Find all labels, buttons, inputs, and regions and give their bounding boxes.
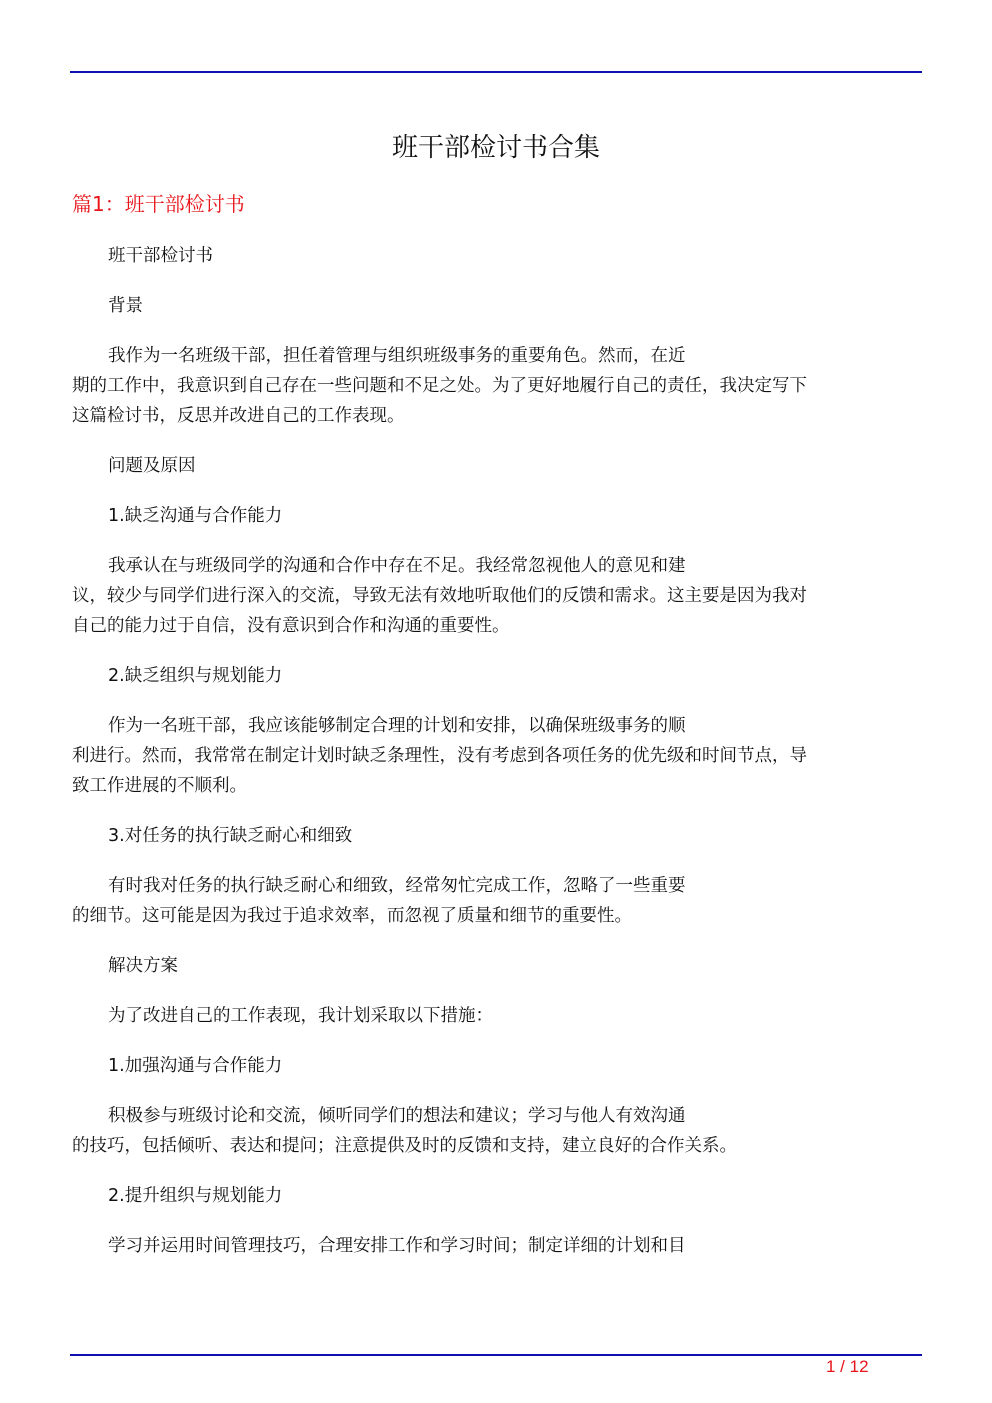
paragraph-line: 自己的能力过于自信，没有意识到合作和沟通的重要性。: [72, 616, 510, 636]
paragraph: [72, 291, 922, 321]
paragraph: [72, 821, 922, 851]
paragraph: [72, 1231, 922, 1261]
paragraph: [72, 871, 922, 931]
paragraph: [72, 1051, 922, 1081]
paragraph-line: 期的工作中，我意识到自己存在一些问题和不足之处。为了更好地履行自己的责任，我决定写下: [72, 376, 807, 396]
paragraph-line: 3.对任务的执行缺乏耐心和细致: [108, 826, 353, 846]
paragraph: [72, 241, 922, 271]
paragraph-line: 利进行。然而，我常常在制定计划时缺乏条理性，没有考虑到各项任务的优先级和时间节点，导: [72, 746, 807, 766]
paragraph-line: 解决方案: [108, 956, 178, 976]
paragraph: [72, 661, 922, 691]
paragraph-line: 作为一名班干部，我应该能够制定合理的计划和安排，以确保班级事务的顺: [108, 716, 686, 736]
paragraph: [72, 1001, 922, 1031]
paragraph-line: 班干部检讨书: [108, 246, 213, 266]
paragraph: [72, 501, 922, 531]
paragraph: [72, 951, 922, 981]
paragraph-line: 的技巧，包括倾听、表达和提问；注意提供及时的反馈和支持，建立良好的合作关系。: [72, 1136, 737, 1156]
paragraph-line: 2.提升组织与规划能力: [108, 1186, 283, 1206]
paragraph-line: 1.加强沟通与合作能力: [108, 1056, 283, 1076]
document-body: [72, 241, 922, 1281]
document-title: 班干部检讨书合集: [391, 133, 600, 163]
header-divider: [70, 71, 922, 73]
paragraph-line: 为了改进自己的工作表现，我计划采取以下措施：: [108, 1006, 493, 1026]
paragraph-line: 我作为一名班级干部，担任着管理与组织班级事务的重要角色。然而，在近: [108, 346, 686, 366]
paragraph-line: 积极参与班级讨论和交流，倾听同学们的想法和建议；学习与他人有效沟通: [108, 1106, 686, 1126]
paragraph-line: 这篇检讨书，反思并改进自己的工作表现。: [72, 406, 405, 426]
footer-divider: [70, 1354, 922, 1356]
paragraph-line: 的细节。这可能是因为我过于追求效率，而忽视了质量和细节的重要性。: [72, 906, 632, 926]
page-number: 1 / 12: [826, 1357, 869, 1376]
paragraph-line: 1.缺乏沟通与合作能力: [108, 506, 283, 526]
paragraph-line: 我承认在与班级同学的沟通和合作中存在不足。我经常忽视他人的意见和建: [108, 556, 686, 576]
paragraph: [72, 711, 922, 801]
paragraph-line: 背景: [108, 296, 143, 316]
paragraph: [72, 551, 922, 641]
paragraph-line: 有时我对任务的执行缺乏耐心和细致，经常匆忙完成工作，忽略了一些重要: [108, 876, 686, 896]
paragraph: [72, 1101, 922, 1161]
paragraph-line: 问题及原因: [108, 456, 196, 476]
paragraph: [72, 1181, 922, 1211]
paragraph: [72, 451, 922, 481]
paragraph: [72, 341, 922, 431]
section-heading: 篇1：班干部检讨书: [72, 192, 245, 216]
paragraph-line: 致工作进展的不顺利。: [72, 776, 247, 796]
paragraph-line: 议，较少与同学们进行深入的交流，导致无法有效地听取他们的反馈和需求。这主要是因为我对: [72, 586, 807, 606]
paragraph-line: 学习并运用时间管理技巧，合理安排工作和学习时间；制定详细的计划和目: [108, 1236, 686, 1256]
paragraph-line: 2.缺乏组织与规划能力: [108, 666, 283, 686]
